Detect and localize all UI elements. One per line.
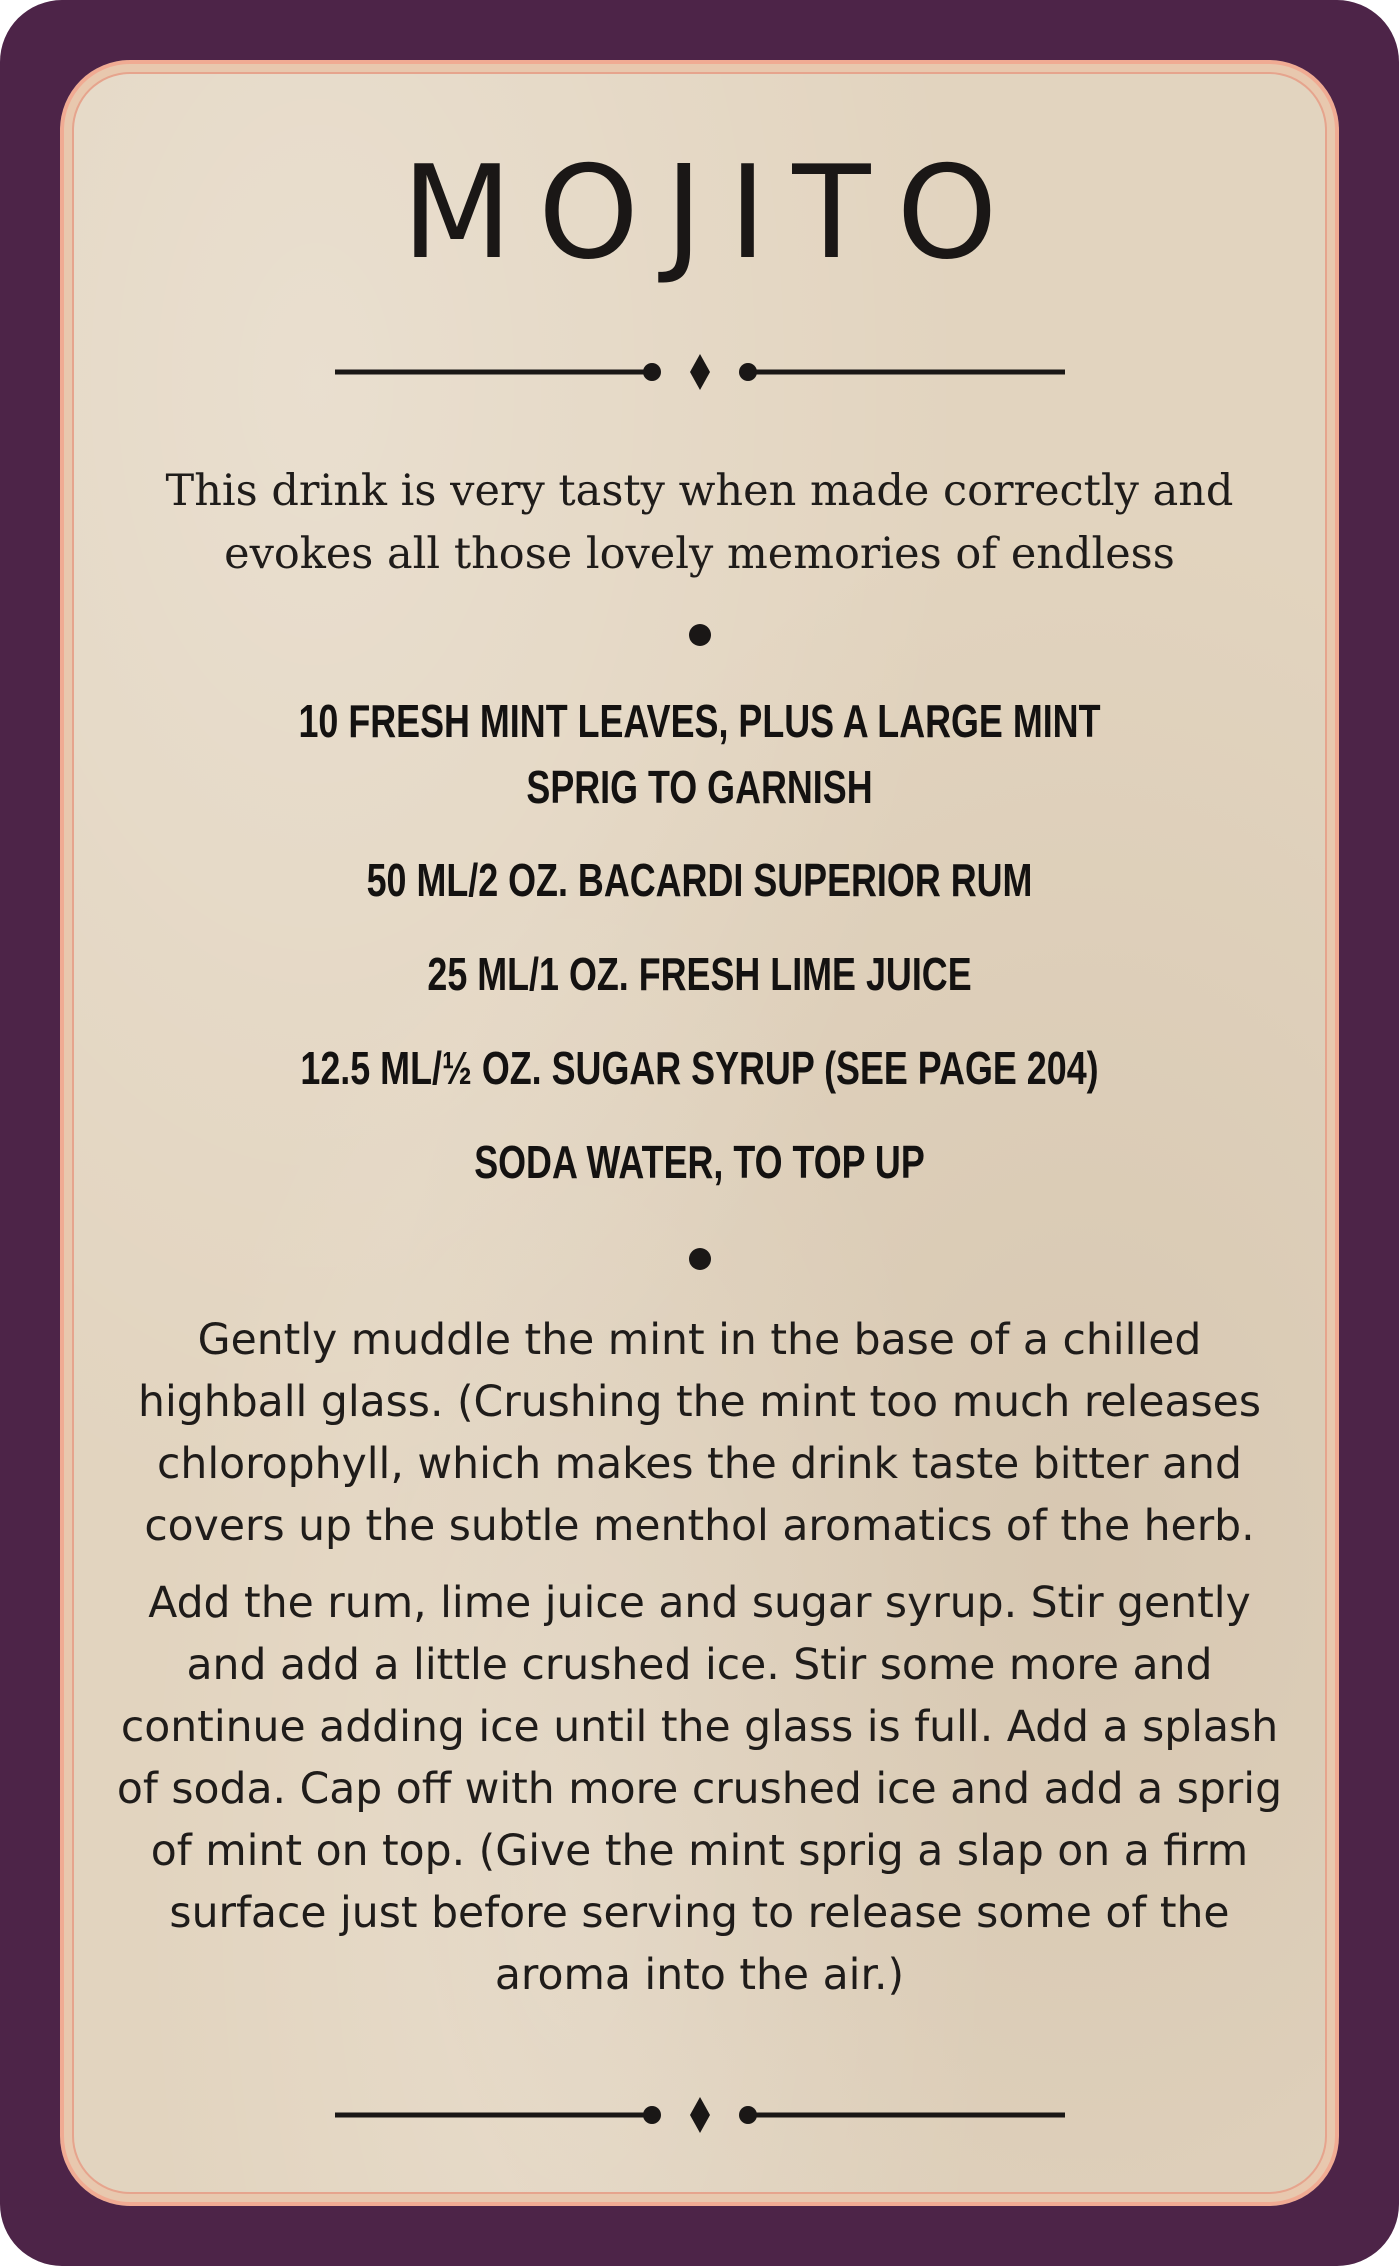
top-ornament-divider	[325, 352, 1075, 392]
intro-text: This drink is very tasty when made correctly and evokes all those lovely memories of endless	[165, 466, 1234, 579]
method-section	[110, 1310, 1289, 2022]
bottom-ornament-divider	[325, 2095, 1075, 2135]
ingredient-item: 10 FRESH MINT LEAVES, PLUS A LARGE MINT SPRIG TO GARNISH	[298, 695, 1101, 813]
ingredient-item: 12.5 ML/½ OZ. SUGAR SYRUP (SEE PAGE 204)	[300, 1042, 1099, 1094]
method-paragraph: Add the rum, lime juice and sugar syrup. Stir gently and add a little crushed ice. Stir some more and continue adding ice until the glass is full. Add a splash of soda. Cap off with more crushed ice and add a sprig of mint on top. (Give the mint sprig a slap on a firm surface just before serving to release some of the aroma into the air.)	[116, 1579, 1283, 2000]
recipe-title: MOJITO	[401, 139, 1024, 288]
method-paragraph: Gently muddle the mint in the base of a chilled highball glass. (Crushing the mint too much releases chlorophyll, which makes the drink taste bitter and covers up the subtle menthol aromatics of the herb.	[138, 1316, 1261, 1551]
ingredient-item: SODA WATER, TO TOP UP	[474, 1136, 925, 1188]
ingredient-item: 25 ML/1 OZ. FRESH LIME JUICE	[427, 948, 972, 1000]
separator-dot	[689, 1248, 711, 1270]
ingredient-list	[271, 688, 1128, 1223]
ingredient-item: 50 ML/2 OZ. BACARDI SUPERIOR RUM	[366, 854, 1033, 906]
separator-dot	[689, 624, 711, 646]
